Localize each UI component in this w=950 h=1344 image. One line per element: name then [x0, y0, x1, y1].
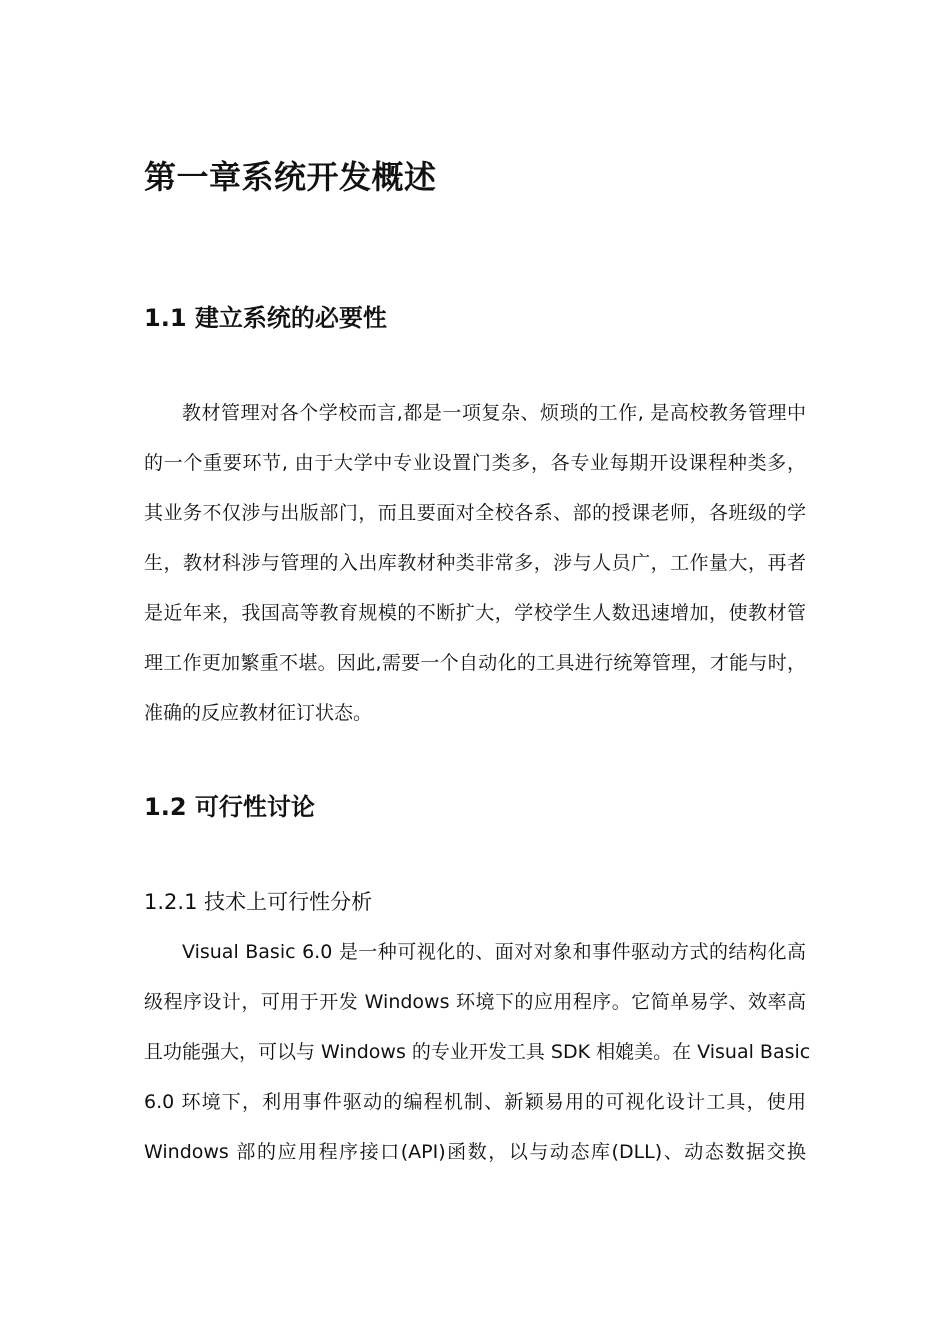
paragraph-line: 且功能强大，可以与 Windows 的专业开发工具 SDK 相媲美。在 Visual Basic [144, 1041, 811, 1063]
chapter-title: 第一章系统开发概述 [144, 158, 437, 196]
paragraph-line: 6.0 环境下，利用事件驱动的编程机制、新颖易用的可视化设计工具，使用 [144, 1091, 806, 1113]
paragraph-necessity [144, 388, 806, 738]
paragraph-line: 级程序设计，可用于开发 Windows 环境下的应用程序。它简单易学、效率高 [144, 991, 806, 1013]
section-heading-1-1: 1.1 建立系统的必要性 [144, 304, 387, 332]
section-heading-1-2: 1.2 可行性讨论 [144, 793, 315, 821]
paragraph-line: 是近年来，我国高等教育规模的不断扩大，学校学生人数迅速增加，使教材管 [144, 602, 806, 624]
paragraph-line: Visual Basic 6.0 是一种可视化的、面对对象和事件驱动方式的结构化高 [182, 941, 806, 963]
paragraph-line: 其业务不仅涉与出版部门，而且要面对全校各系、部的授课老师，各班级的学 [144, 502, 806, 524]
paragraph-line: 的一个重要环节, 由于大学中专业设置门类多，各专业每期开设课程种类多， [144, 452, 806, 474]
paragraph-line: 教材管理对各个学校而言,都是一项复杂、烦琐的工作, 是高校教务管理中 [182, 402, 806, 424]
paragraph-line: 准确的反应教材征订状态。 [144, 702, 373, 724]
subsection-heading-1-2-1: 1.2.1 技术上可行性分析 [144, 890, 373, 914]
paragraph-technical-feasibility [144, 927, 811, 1177]
paragraph-line: 生，教材科涉与管理的入出库教材种类非常多，涉与人员广，工作量大，再者 [144, 552, 806, 574]
paragraph-line: Windows 部的应用程序接口(API)函数，以与动态库(DLL)、动态数据交换 [144, 1141, 806, 1163]
paragraph-line: 理工作更加繁重不堪。因此,需要一个自动化的工具进行统筹管理，才能与时， [144, 652, 806, 674]
